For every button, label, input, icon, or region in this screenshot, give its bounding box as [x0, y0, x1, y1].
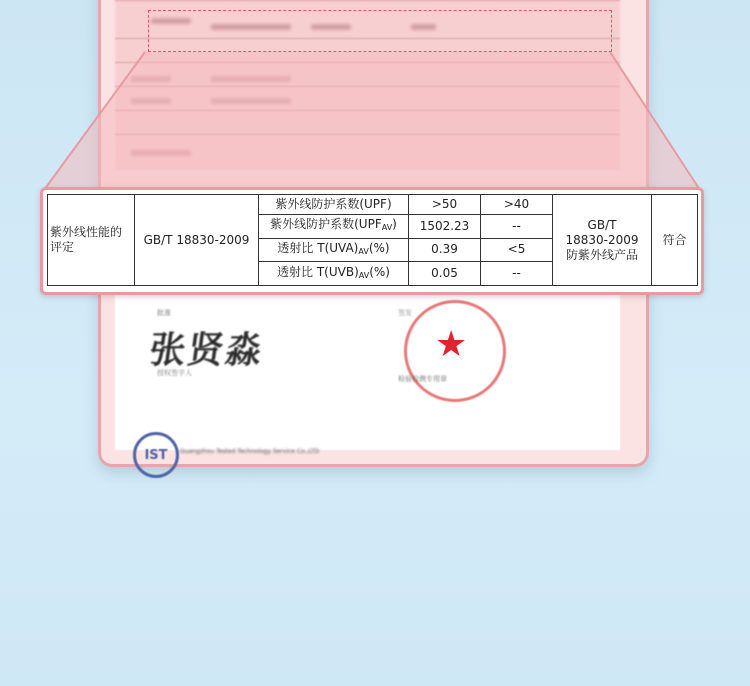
- param-cell: [259, 195, 409, 215]
- param-suffix: ): [392, 217, 397, 232]
- criterion-cell: [553, 195, 652, 286]
- table-row: [48, 195, 698, 215]
- required-cell: <5: [481, 238, 553, 262]
- param-subscript: AV: [358, 246, 369, 256]
- param-subscript: AV: [358, 270, 370, 280]
- param-label: 透射比 T(UVA): [277, 240, 359, 255]
- required-cell: --: [481, 214, 553, 238]
- param-label: 紫外线防护系数(UPF: [270, 217, 382, 232]
- param-subscript: AV: [381, 223, 393, 233]
- signature: 张贤淼: [146, 329, 267, 371]
- seal-label: 签发: [398, 309, 412, 317]
- required-cell: --: [481, 262, 553, 286]
- param-label: 透射比 T(UVB): [277, 264, 359, 279]
- signature-caption: 授权签字人: [157, 369, 192, 377]
- ist-logo: IST: [133, 432, 179, 478]
- param-cell: [259, 214, 409, 238]
- ultraviolet-test-table: [47, 194, 698, 286]
- star-icon: ★: [435, 324, 468, 365]
- param-cell: [259, 262, 409, 286]
- signature-label: 批准: [157, 309, 171, 317]
- criterion-line: 18830-2009: [565, 232, 639, 247]
- param-label: 紫外线防护系数(UPF): [275, 196, 392, 211]
- report-footer: Guangzhou Tested Technology Service Co.,LTD: [180, 448, 320, 455]
- measured-cell: 0.05: [409, 262, 481, 286]
- seal-caption: 检验检测专用章: [398, 375, 447, 383]
- param-suffix: (%): [369, 264, 390, 279]
- param-suffix: (%): [368, 240, 390, 255]
- item-cell: 紫外线性能的评定: [48, 195, 135, 286]
- verdict-cell: 符合: [652, 195, 698, 286]
- measured-cell: >50: [409, 195, 481, 215]
- criterion-line: GB/T: [587, 217, 617, 232]
- standard-cell: GB/T 18830-2009: [135, 195, 259, 286]
- measured-cell: 1502.23: [409, 214, 481, 238]
- magnified-result-table: [40, 187, 704, 295]
- measured-cell: 0.39: [409, 238, 481, 262]
- criterion-line: 防紫外线产品: [565, 247, 638, 262]
- param-cell: [259, 238, 409, 262]
- required-cell: >40: [481, 195, 553, 215]
